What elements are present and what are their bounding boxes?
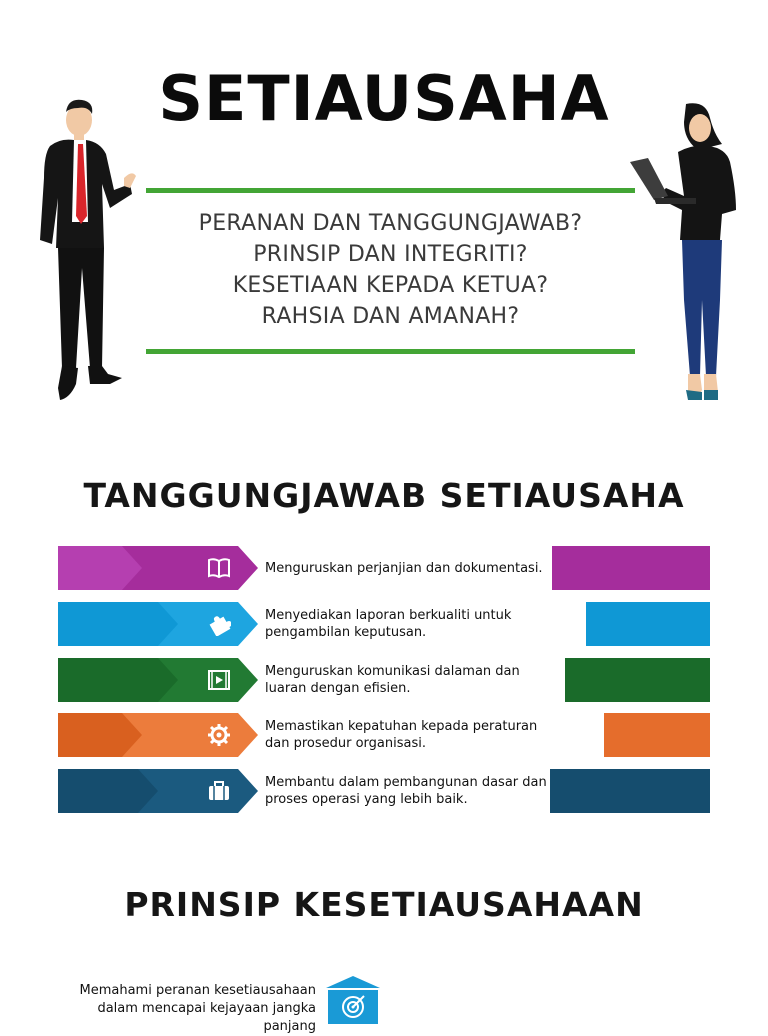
principles-heading: PRINSIP KESETIAUSAHAAN (124, 885, 644, 924)
businesswoman-illustration (626, 100, 750, 404)
responsibility-text: Menguruskan komunikasi dalaman dan luaran dengan efisien. (265, 664, 520, 696)
responsibilities-heading: TANGGUNGJAWAB SETIAUSAHA (83, 476, 685, 515)
gear-icon (207, 723, 231, 747)
question-item: PERANAN DAN TANGGUNGJAWAB? (198, 211, 583, 236)
principle-text: Memahami peranan kesetiausahaan dalam mencapai kejayaan jangka panjang (79, 983, 316, 1034)
book-icon (207, 556, 231, 580)
businessman-illustration (30, 98, 136, 410)
puzzle-icon (207, 612, 231, 636)
divider-top (146, 188, 635, 193)
question-list (146, 208, 635, 332)
responsibility-text: Menyediakan laporan berkualiti untuk pengambilan keputusan. (265, 608, 512, 640)
responsibility-row (58, 713, 710, 757)
responsibility-text: Menguruskan perjanjian dan dokumentasi. (265, 560, 543, 576)
row-accent-bar (586, 602, 710, 646)
page-title: SETIAUSAHA (158, 62, 610, 135)
responsibility-row (58, 546, 710, 590)
divider-bottom (146, 349, 635, 354)
responsibility-text: Memastikan kepatuhan kepada peraturan dan prosedur organisasi. (265, 719, 538, 751)
question-item: PRINSIP DAN INTEGRITI? (253, 242, 528, 267)
row-accent-bar (550, 769, 710, 813)
row-accent-bar (552, 546, 710, 590)
target-icon (326, 976, 380, 1024)
row-accent-bar (565, 658, 710, 702)
briefcase-icon (207, 779, 231, 803)
question-item: KESETIAAN KEPADA KETUA? (232, 273, 549, 298)
responsibility-text: Membantu dalam pembangunan dasar dan proses operasi yang lebih baik. (265, 775, 547, 807)
responsibility-row (58, 602, 710, 646)
question-item: RAHSIA DAN AMANAH? (261, 304, 520, 329)
responsibility-row (58, 769, 710, 813)
responsibility-row (58, 658, 710, 702)
film-icon (207, 668, 231, 692)
row-accent-bar (604, 713, 710, 757)
